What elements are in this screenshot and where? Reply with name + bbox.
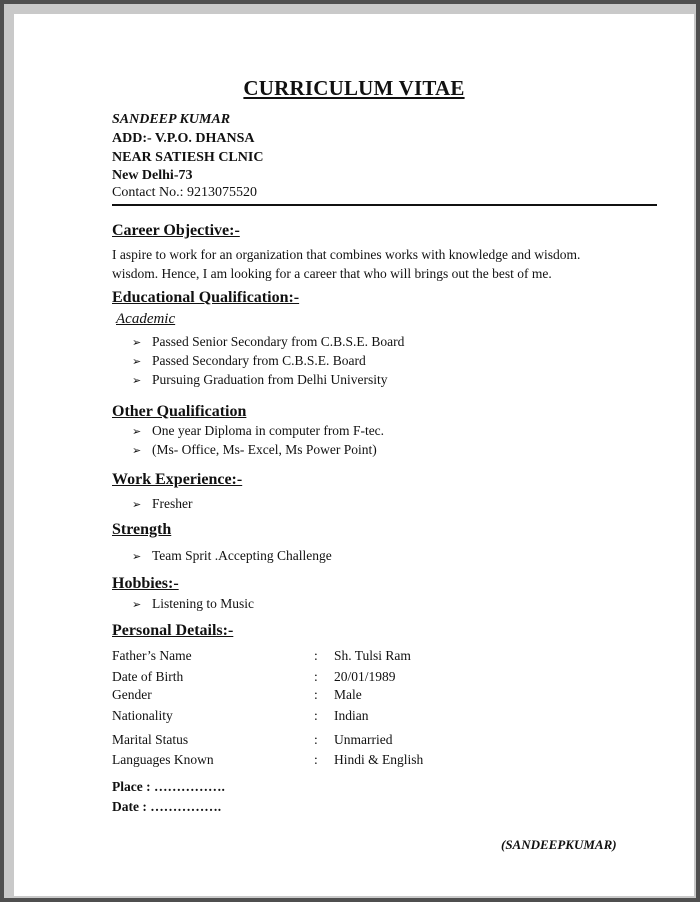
- bullet-arrow-icon: ➢: [132, 445, 142, 457]
- detail-separator: :: [314, 669, 318, 684]
- page-frame: [4, 4, 696, 898]
- resume-page: [14, 14, 694, 896]
- list-item: ➢ (Ms- Office, Ms- Excel, Ms Power Point): [132, 442, 377, 457]
- detail-label: Marital Status: [112, 732, 189, 747]
- applicant-name: SANDEEP KUMAR: [112, 112, 231, 127]
- address-line-3: New Delhi-73: [112, 168, 193, 183]
- detail-value: Male: [334, 687, 362, 702]
- detail-value: Indian: [334, 708, 369, 723]
- other-qualification-heading: Other Qualification: [112, 403, 247, 420]
- education-heading: Educational Qualification:-: [112, 289, 300, 306]
- academic-subheading: Academic: [116, 311, 176, 327]
- place-line: Place : …………….: [112, 779, 225, 794]
- signature: (SANDEEPKUMAR): [501, 837, 617, 852]
- header-divider: [112, 204, 657, 206]
- career-objective-heading: Career Objective:-: [112, 222, 240, 239]
- detail-separator: :: [314, 732, 318, 747]
- detail-value: Unmarried: [334, 732, 393, 747]
- document-title: CURRICULUM VITAE: [243, 76, 465, 100]
- detail-separator: :: [314, 648, 318, 663]
- list-item: ➢ Passed Senior Secondary from C.B.S.E. Board: [132, 334, 405, 349]
- contact-number: Contact No.: 9213075520: [112, 185, 258, 200]
- list-item: ➢ Team Sprit .Accepting Challenge: [132, 548, 332, 563]
- career-objective-line-2: wisdom. Hence, I am looking for a career that who will brings out the best of me.: [112, 266, 552, 281]
- detail-separator: :: [314, 708, 318, 723]
- strength-heading: Strength: [112, 521, 172, 538]
- detail-separator: :: [314, 687, 318, 702]
- list-item: ➢ Listening to Music: [132, 596, 254, 611]
- bullet-arrow-icon: ➢: [132, 551, 142, 563]
- list-item: ➢ Passed Secondary from C.B.S.E. Board: [132, 353, 366, 368]
- detail-value: Sh. Tulsi Ram: [334, 648, 411, 663]
- detail-separator: :: [314, 752, 318, 767]
- detail-label: Date of Birth: [112, 669, 184, 684]
- bullet-arrow-icon: ➢: [132, 375, 142, 387]
- work-experience-heading: Work Experience:-: [112, 471, 243, 488]
- detail-value: Hindi & English: [334, 752, 424, 767]
- date-line: Date : …………….: [112, 799, 222, 814]
- list-item: ➢ One year Diploma in computer from F-tec.: [132, 423, 385, 438]
- bullet-arrow-icon: ➢: [132, 599, 142, 611]
- bullet-arrow-icon: ➢: [132, 337, 142, 349]
- bullet-arrow-icon: ➢: [132, 499, 142, 511]
- detail-label: Nationality: [112, 708, 173, 723]
- detail-value: 20/01/1989: [334, 669, 396, 684]
- bullet-arrow-icon: ➢: [132, 356, 142, 368]
- personal-details-heading: Personal Details:-: [112, 622, 234, 639]
- detail-label: Languages Known: [112, 752, 214, 767]
- career-objective-line-1: I aspire to work for an organization that combines works with knowledge and wisdom.: [112, 247, 581, 262]
- list-item: ➢ Pursuing Graduation from Delhi University: [132, 372, 388, 387]
- address-line-1: ADD:- V.P.O. DHANSA: [112, 131, 255, 146]
- detail-label: Father’s Name: [112, 648, 192, 663]
- bullet-arrow-icon: ➢: [132, 426, 142, 438]
- hobbies-heading: Hobbies:-: [112, 575, 179, 592]
- address-line-2: NEAR SATIESH CLNIC: [112, 150, 264, 165]
- list-item: ➢ Fresher: [132, 496, 193, 511]
- detail-label: Gender: [112, 687, 152, 702]
